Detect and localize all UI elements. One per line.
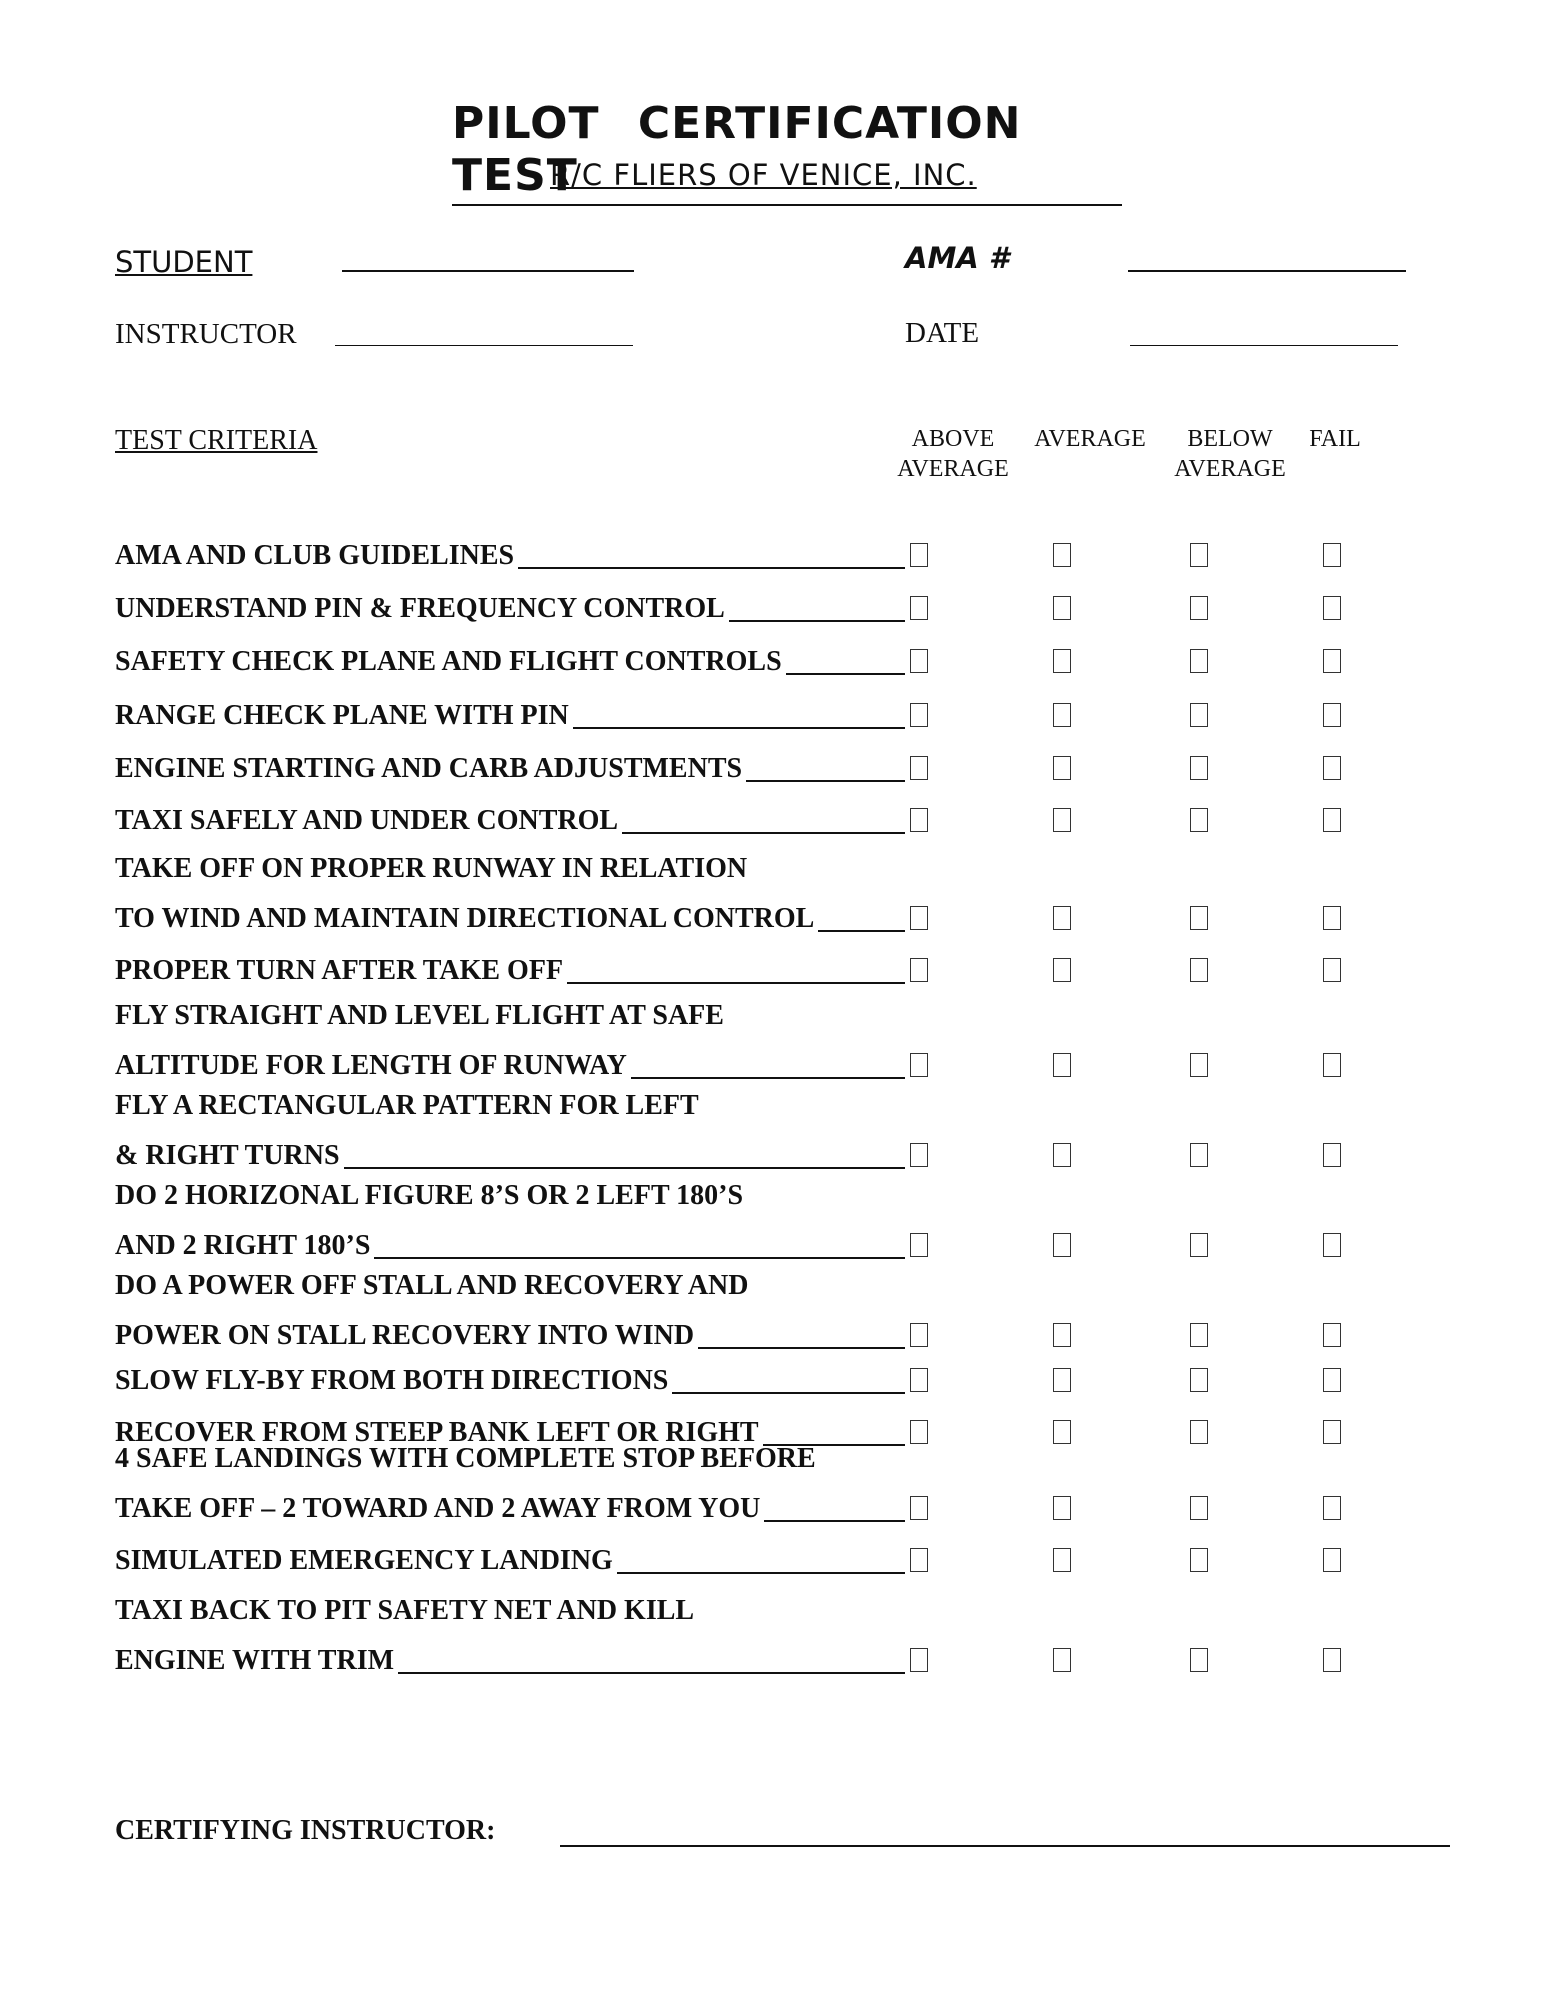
criteria-fill-line [344,1167,905,1169]
criteria-label: ENGINE WITH TRIM [115,1645,395,1676]
average-checkbox[interactable] [1053,1233,1071,1257]
certifying-instructor-label: CERTIFYING INSTRUCTOR: [115,1815,496,1846]
criteria-label: AND 2 RIGHT 180’S [115,1230,371,1261]
above-average-checkbox[interactable] [910,958,928,982]
fail-checkbox[interactable] [1323,1053,1341,1077]
average-checkbox[interactable] [1053,1053,1071,1077]
above-average-checkbox[interactable] [910,1496,928,1520]
criteria-fill-line [622,832,905,834]
above-average-checkbox[interactable] [910,1233,928,1257]
student-field[interactable] [342,270,634,272]
criteria-label: RECOVER FROM STEEP BANK LEFT OR RIGHT [115,1417,759,1448]
average-checkbox[interactable] [1053,1648,1071,1672]
fail-checkbox[interactable] [1323,1368,1341,1392]
criteria-label: ALTITUDE FOR LENGTH OF RUNWAY [115,1050,627,1081]
fail-checkbox[interactable] [1323,1420,1341,1444]
criteria-label: TO WIND AND MAINTAIN DIRECTIONAL CONTROL [115,903,815,934]
below-average-checkbox[interactable] [1190,808,1208,832]
criteria-fill-line [573,727,905,729]
criteria-fill-line [631,1077,905,1079]
below-average-checkbox[interactable] [1190,1496,1208,1520]
criteria-label: 4 SAFE LANDINGS WITH COMPLETE STOP BEFORE [115,1443,816,1474]
criteria-label: SAFETY CHECK PLANE AND FLIGHT CONTROLS [115,646,782,677]
below-average-checkbox[interactable] [1190,1233,1208,1257]
fail-checkbox[interactable] [1323,808,1341,832]
instructor-field[interactable] [335,345,633,346]
fail-checkbox[interactable] [1323,703,1341,727]
fail-checkbox[interactable] [1323,906,1341,930]
above-average-checkbox[interactable] [910,1420,928,1444]
fail-checkbox[interactable] [1323,1143,1341,1167]
above-average-checkbox[interactable] [910,543,928,567]
criteria-fill-line [398,1672,905,1674]
above-average-checkbox[interactable] [910,1648,928,1672]
fail-checkbox[interactable] [1323,1233,1341,1257]
criteria-label: & RIGHT TURNS [115,1140,340,1171]
student-label: STUDENT [115,245,253,279]
average-checkbox[interactable] [1053,1496,1071,1520]
below-average-checkbox[interactable] [1190,596,1208,620]
criteria-fill-line [786,673,905,675]
below-average-checkbox[interactable] [1190,1053,1208,1077]
criteria-label: DO 2 HORIZONAL FIGURE 8’S OR 2 LEFT 180’S [115,1180,744,1211]
average-checkbox[interactable] [1053,958,1071,982]
date-field[interactable] [1130,345,1398,346]
fail-checkbox[interactable] [1323,1648,1341,1672]
criteria-fill-line [672,1392,905,1394]
fail-checkbox[interactable] [1323,649,1341,673]
criteria-fill-line [729,620,905,622]
criteria-label: AMA AND CLUB GUIDELINES [115,540,515,571]
below-average-checkbox[interactable] [1190,1143,1208,1167]
ama-number-field[interactable] [1128,270,1406,272]
criteria-label: SLOW FLY-BY FROM BOTH DIRECTIONS [115,1365,669,1396]
criteria-label: SIMULATED EMERGENCY LANDING [115,1545,613,1576]
criteria-label: PROPER TURN AFTER TAKE OFF [115,955,564,986]
criteria-fill-line [518,567,905,569]
average-checkbox[interactable] [1053,756,1071,780]
column-below-average-line2: AVERAGE [1174,456,1286,482]
column-above-average-line2: AVERAGE [897,456,1009,482]
date-label: DATE [905,317,980,349]
below-average-checkbox[interactable] [1190,756,1208,780]
above-average-checkbox[interactable] [910,1143,928,1167]
club-name: R/C FLIERS OF VENICE, INC. [550,158,977,192]
column-above-average [888,424,1018,484]
below-average-checkbox[interactable] [1190,649,1208,673]
above-average-checkbox[interactable] [910,649,928,673]
above-average-checkbox[interactable] [910,703,928,727]
criteria-label: TAKE OFF ON PROPER RUNWAY IN RELATION [115,853,748,884]
below-average-checkbox[interactable] [1190,1648,1208,1672]
below-average-checkbox[interactable] [1190,1420,1208,1444]
criteria-label: TAKE OFF – 2 TOWARD AND 2 AWAY FROM YOU [115,1493,761,1524]
criteria-label: RANGE CHECK PLANE WITH PIN [115,700,569,731]
column-average-label: AVERAGE [1034,426,1146,452]
criteria-label: DO A POWER OFF STALL AND RECOVERY AND [115,1270,749,1301]
column-below-average-line1: BELOW [1187,426,1273,452]
fail-checkbox[interactable] [1323,1548,1341,1572]
criteria-fill-line [374,1257,905,1259]
column-average [1025,424,1155,454]
average-checkbox[interactable] [1053,1323,1071,1347]
criteria-fill-line [746,780,905,782]
below-average-checkbox[interactable] [1190,543,1208,567]
above-average-checkbox[interactable] [910,1323,928,1347]
criteria-label: TAXI BACK TO PIT SAFETY NET AND KILL [115,1595,695,1626]
criteria-label: TAXI SAFELY AND UNDER CONTROL [115,805,619,836]
below-average-checkbox[interactable] [1190,906,1208,930]
test-criteria-heading: TEST CRITERIA [115,425,318,456]
criteria-label: ENGINE STARTING AND CARB ADJUSTMENTS [115,753,743,784]
average-checkbox[interactable] [1053,1368,1071,1392]
above-average-checkbox[interactable] [910,1548,928,1572]
above-average-checkbox[interactable] [910,1053,928,1077]
fail-checkbox[interactable] [1323,543,1341,567]
fail-checkbox[interactable] [1323,1323,1341,1347]
below-average-checkbox[interactable] [1190,958,1208,982]
above-average-checkbox[interactable] [910,1368,928,1392]
above-average-checkbox[interactable] [910,808,928,832]
average-checkbox[interactable] [1053,808,1071,832]
column-below-average [1165,424,1295,484]
criteria-label: FLY STRAIGHT AND LEVEL FLIGHT AT SAFE [115,1000,724,1031]
criteria-fill-line [567,982,905,984]
fail-checkbox[interactable] [1323,596,1341,620]
fail-checkbox[interactable] [1323,958,1341,982]
column-fail [1295,424,1375,454]
fail-checkbox[interactable] [1323,1496,1341,1520]
column-fail-label: FAIL [1309,426,1361,452]
average-checkbox[interactable] [1053,649,1071,673]
criteria-label: UNDERSTAND PIN & FREQUENCY CONTROL [115,593,725,624]
criteria-label: FLY A RECTANGULAR PATTERN FOR LEFT [115,1090,699,1121]
above-average-checkbox[interactable] [910,906,928,930]
average-checkbox[interactable] [1053,543,1071,567]
criteria-fill-line [617,1572,905,1574]
average-checkbox[interactable] [1053,1548,1071,1572]
ama-number-label: AMA # [905,241,1010,275]
below-average-checkbox[interactable] [1190,1548,1208,1572]
criteria-label: POWER ON STALL RECOVERY INTO WIND [115,1320,695,1351]
above-average-checkbox[interactable] [910,596,928,620]
column-above-average-line1: ABOVE [911,426,995,452]
average-checkbox[interactable] [1053,1420,1071,1444]
instructor-label: INSTRUCTOR [115,318,297,350]
average-checkbox[interactable] [1053,703,1071,727]
average-checkbox[interactable] [1053,1143,1071,1167]
below-average-checkbox[interactable] [1190,1323,1208,1347]
below-average-checkbox[interactable] [1190,703,1208,727]
certifying-instructor-field[interactable] [560,1845,1450,1847]
fail-checkbox[interactable] [1323,756,1341,780]
average-checkbox[interactable] [1053,596,1071,620]
average-checkbox[interactable] [1053,906,1071,930]
above-average-checkbox[interactable] [910,756,928,780]
criteria-fill-line [764,1520,905,1522]
below-average-checkbox[interactable] [1190,1368,1208,1392]
page-title: PILOT CERTIFICATION TEST [452,98,1122,206]
criteria-fill-line [818,930,905,932]
criteria-fill-line [698,1347,905,1349]
